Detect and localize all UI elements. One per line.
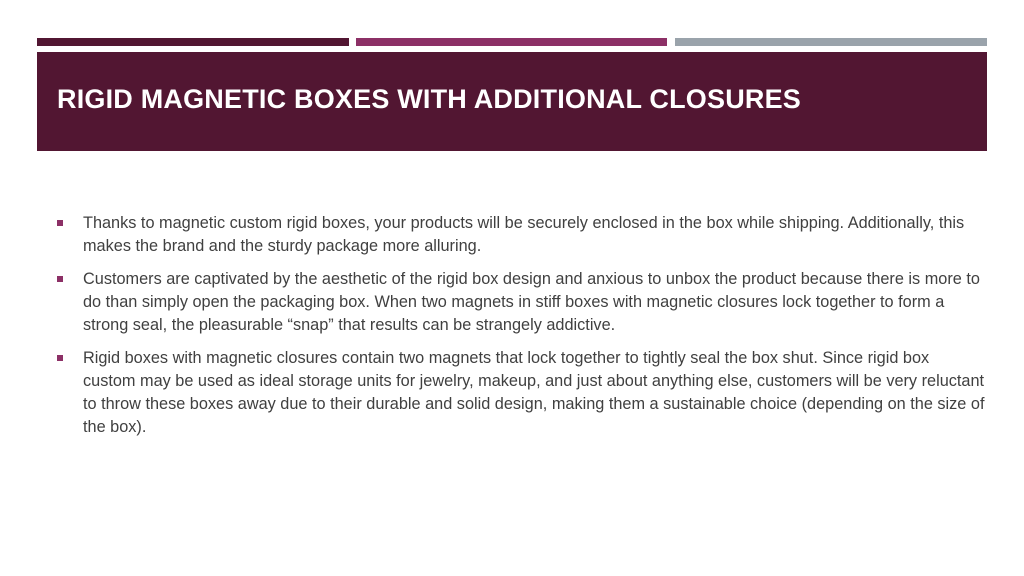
bullet-item xyxy=(56,212,986,258)
bullet-text: Customers are captivated by the aesthetic of the rigid box design and anxious to unbox the product because there is more to do than simply open the packaging box. When two magnets in stiff boxes with magnetic closures lock together to form a strong seal, the pleasurable “snap” that results can be strangely addictive. xyxy=(83,270,980,334)
bullet-item xyxy=(56,268,986,337)
title-band xyxy=(37,52,987,151)
bullet-item xyxy=(56,347,986,439)
bullet-text: Rigid boxes with magnetic closures contain two magnets that lock together to tightly seal the box shut. Since rigid box custom may be used as ideal storage units for jewelry, makeup, and just about anything else, customers will be very reluctant to throw these boxes away due to their durable and solid design, making them a sustainable choice (depending on the size of the box). xyxy=(83,349,985,436)
bullet-text: Thanks to magnetic custom rigid boxes, your products will be securely enclosed in the box while shipping. Additionally, this makes the brand and the sturdy package more alluring. xyxy=(83,214,965,255)
accent-bar-mid xyxy=(356,38,667,46)
accent-bar-gray xyxy=(675,38,987,46)
slide-title: RIGID MAGNETIC BOXES WITH ADDITIONAL CLOSURES xyxy=(57,84,802,114)
square-bullet-icon xyxy=(57,276,63,282)
bullet-list xyxy=(56,212,986,449)
square-bullet-icon xyxy=(57,220,63,226)
accent-bar-dark xyxy=(37,38,349,46)
square-bullet-icon xyxy=(57,355,63,361)
